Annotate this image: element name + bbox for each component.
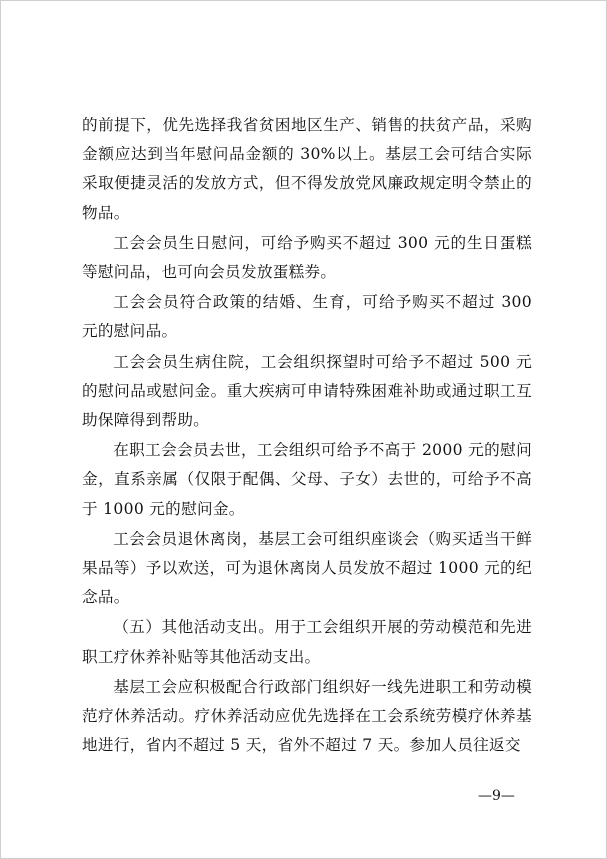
paragraph-marriage: 工会会员符合政策的结婚、生育，可给予购买不超过 300 元的慰问品。 — [82, 293, 532, 341]
paragraph-other-expenses: （五）其他活动支出。用于工会组织开展的劳动模范和先进职工疗休养补贴等其他活动支出。 — [82, 618, 532, 666]
paragraph-birthday: 工会会员生日慰问，可给予购买不超过 300 元的生日蛋糕等慰问品，也可向会员发放蛋糕券。 — [82, 233, 532, 282]
paragraph-hospital: 工会会员生病住院，工会组织探望时可给予不超过 500 元的慰问品或慰问金。重大疾病可申请特殊困难补助或通过职工互助保障得到帮助。 — [82, 352, 532, 430]
page-number: —9— — [478, 788, 515, 804]
paragraph-retirement: 工会会员退休离岗，基层工会可组织座谈会（购买适当干鲜果品等）予以欢送，可为退休离岗人员发放不超过 1000 元的纪念品。 — [82, 529, 532, 607]
paragraph-1: 的前提下，优先选择我省贫困地区生产、销售的扶贫产品，采购金额应达到当年慰问品金额的 30%以上。基层工会可结合实际采取便捷灵活的发放方式，但不得发放党风廉政规定明令禁止的物品。 — [82, 116, 532, 222]
paragraph-death: 在职工会会员去世，工会组织可给予不高于 2000 元的慰问金，直系亲属（仅限于配偶、父母、子女）去世的，可给予不高于 1000 元的慰问金。 — [82, 441, 532, 518]
document-body — [82, 111, 532, 760]
paragraph-recuperation: 基层工会应积极配合行政部门组织好一线先进职工和劳动模范疗休养活动。疗休养活动应优先选择在工会系统劳模疗休养基地进行，省内不超过 5 天，省外不超过 7 天。参加人员往返交 — [82, 677, 532, 755]
